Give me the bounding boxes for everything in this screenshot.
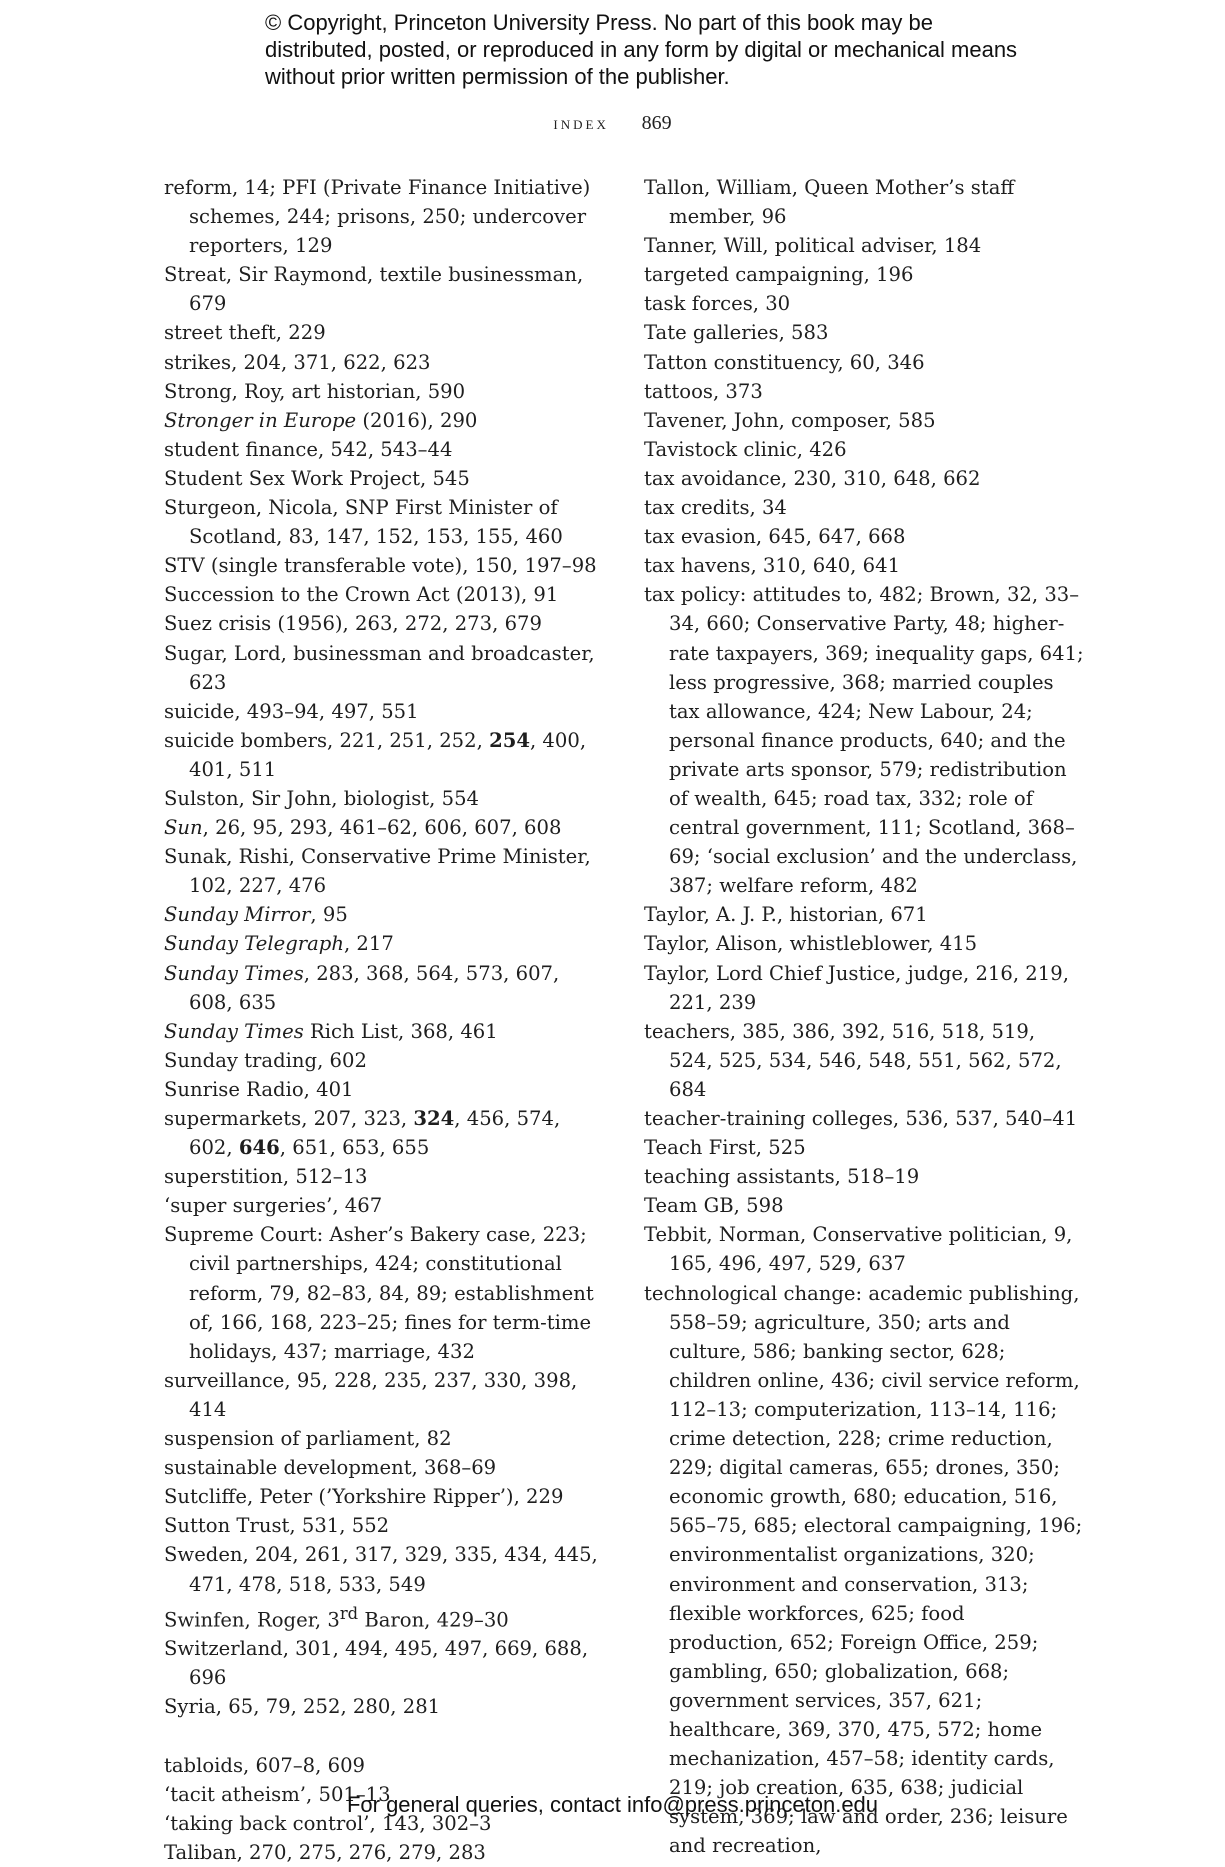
page-number: 869 <box>641 112 672 134</box>
index-entry: surveillance, 95, 228, 235, 237, 330, 398, 414 <box>164 1368 578 1421</box>
index-entry: Sunday Mirror, 95 <box>164 903 348 927</box>
index-entry: supermarkets, 207, 323, 324, 456, 574, 602, 646, 651, 653, 655 <box>164 1107 561 1160</box>
section-gap <box>164 1722 604 1751</box>
index-entry: tax policy: attitudes to, 482; Brown, 32, 33–34, 660; Conservative Party, 48; higher-rate taxpayers, 369; inequality gaps, 641; less progressive, 368; married couples tax allowance, 424; New Labour, 24; personal finance products, 640; and the private arts sponsor, 579; redistribution of wealth, 645; road tax, 332; role of central government, 111; Scotland, 368–69; ‘social exclusion’ and the underclass, 387; welfare reform, 482 <box>644 583 1084 898</box>
index-entry: tax evasion, 645, 647, 668 <box>644 525 906 549</box>
index-entry: Sunday Times Rich List, 368, 461 <box>164 1019 498 1043</box>
index-entry: Syria, 65, 79, 252, 280, 281 <box>164 1695 441 1719</box>
index-entry: tax avoidance, 230, 310, 648, 662 <box>644 466 981 490</box>
index-entry: Switzerland, 301, 494, 495, 497, 669, 688, 696 <box>164 1637 589 1690</box>
index-entry: Succession to the Crown Act (2013), 91 <box>164 583 559 607</box>
index-entry: tax credits, 34 <box>644 496 787 520</box>
index-entry: Taylor, Lord Chief Justice, judge, 216, 219, 221, 239 <box>644 961 1069 1014</box>
index-entry: Taylor, A. J. P., historian, 671 <box>644 903 928 927</box>
index-entry: teachers, 385, 386, 392, 516, 518, 519, 524, 525, 534, 546, 548, 551, 562, 572, 684 <box>644 1019 1062 1101</box>
index-column-left <box>164 173 604 1867</box>
index-entry: Tallon, William, Queen Mother’s staff member, 96 <box>644 176 1015 229</box>
index-entry: Suez crisis (1956), 263, 272, 273, 679 <box>164 612 542 636</box>
index-entry: ‘tacit atheism’, 501–13 <box>164 1782 391 1806</box>
index-entry: Teach First, 525 <box>644 1136 806 1160</box>
index-entry: Sunrise Radio, 401 <box>164 1077 354 1101</box>
index-entry: Strong, Roy, art historian, 590 <box>164 379 466 403</box>
index-entry: suicide bombers, 221, 251, 252, 254, 400, 401, 511 <box>164 728 587 781</box>
index-entry: Swinfen, Roger, 3rd Baron, 429–30 <box>164 1603 509 1632</box>
index-entry: STV (single transferable vote), 150, 197–98 <box>164 554 597 578</box>
index-entry: Sutcliffe, Peter (’Yorkshire Ripper’), 229 <box>164 1485 564 1509</box>
index-entry: Taylor, Alison, whistleblower, 415 <box>644 932 978 956</box>
index-entry: superstition, 512–13 <box>164 1165 368 1189</box>
index-entry: targeted campaigning, 196 <box>644 263 914 287</box>
index-entry: Student Sex Work Project, 545 <box>164 466 470 490</box>
index-entry: ‘taking back control’, 143, 302–3 <box>164 1811 492 1835</box>
index-entry: strikes, 204, 371, 622, 623 <box>164 350 431 374</box>
index-entry: Sunak, Rishi, Conservative Prime Minister, 102, 227, 476 <box>164 845 591 898</box>
running-head-title: index <box>553 113 609 134</box>
index-entry: Supreme Court: Asher’s Bakery case, 223; civil partnerships, 424; constitutional reform, 79, 82–83, 84, 89; establishment of, 166, 168, 223–25; fines for term-time holidays, 437; marriage, 432 <box>164 1223 594 1363</box>
index-entry: Taliban, 270, 275, 276, 279, 283 <box>164 1840 486 1864</box>
index-entry: reform, 14; PFI (Private Finance Initiative) schemes, 244; prisons, 250; undercover reporters, 129 <box>164 176 591 258</box>
index-entry: Streat, Sir Raymond, textile businessman, 679 <box>164 263 584 316</box>
footer-contact: For general queries, contact info@press.princeton.edu <box>346 1792 879 1817</box>
index-entry: teaching assistants, 518–19 <box>644 1165 920 1189</box>
index-entry: Team GB, 598 <box>644 1194 784 1218</box>
index-entry: street theft, 229 <box>164 321 326 345</box>
index-entry: Sugar, Lord, businessman and broadcaster, 623 <box>164 641 595 694</box>
index-entry: Sunday Times, 283, 368, 564, 573, 607, 608, 635 <box>164 961 560 1014</box>
index-entry: tabloids, 607–8, 609 <box>164 1753 365 1777</box>
index-entry: Sunday trading, 602 <box>164 1048 367 1072</box>
index-entry: Tanner, Will, political adviser, 184 <box>644 234 982 258</box>
index-entry: Sturgeon, Nicola, SNP First Minister of Scotland, 83, 147, 152, 153, 155, 460 <box>164 496 563 549</box>
index-entry: Sulston, Sir John, biologist, 554 <box>164 786 480 810</box>
index-entry: Sunday Telegraph, 217 <box>164 932 394 956</box>
copyright-notice: © Copyright, Princeton University Press. No part of this book may be distributed, posted, or reproduced in any form by digital or mechanical means without prior written permission of the publisher. <box>265 10 1018 89</box>
index-entry: suicide, 493–94, 497, 551 <box>164 699 419 723</box>
index-entry: Tavistock clinic, 426 <box>644 437 847 461</box>
index-entry: sustainable development, 368–69 <box>164 1456 497 1480</box>
index-entry: Tavener, John, composer, 585 <box>644 408 936 432</box>
index-entry: technological change: academic publishing, 558–59; agriculture, 350; arts and culture, 586; banking sector, 628; children online, 436; civil service reform, 112–13; computerization, 113–14, 116; crime detection, 228; crime reduction, 229; digital cameras, 655; drones, 350; economic growth, 680; education, 516, 565–75, 685; electoral campaigning, 196; environmentalist organizations, 320; environment and conservation, 313; flexible workforces, 625; food production, 652; Foreign Office, 259; gambling, 650; globalization, 668; government services, 357, 621; healthcare, 369, 370, 475, 572; home mechanization, 457–58; identity cards, 219; job creation, 635, 638; judicial system, 369; law and order, 236; leisure and recreation, <box>644 1281 1083 1858</box>
index-entry: suspension of parliament, 82 <box>164 1427 452 1451</box>
index-entry: Stronger in Europe (2016), 290 <box>164 408 478 432</box>
index-entry: Tate galleries, 583 <box>644 321 829 345</box>
index-entry: tax havens, 310, 640, 641 <box>644 554 901 578</box>
index-entry: Tatton constituency, 60, 346 <box>644 350 925 374</box>
index-entry: Tebbit, Norman, Conservative politician, 9, 165, 496, 497, 529, 637 <box>644 1223 1073 1276</box>
index-entry: tattoos, 373 <box>644 379 763 403</box>
index-entry: teacher-training colleges, 536, 537, 540–41 <box>644 1107 1078 1130</box>
running-head <box>0 112 1225 135</box>
index-entry: ‘super surgeries’, 467 <box>164 1194 383 1218</box>
index-entry: task forces, 30 <box>644 292 791 316</box>
index-entry: Sweden, 204, 261, 317, 329, 335, 434, 445, 471, 478, 518, 533, 549 <box>164 1543 598 1596</box>
index-entry: Sun, 26, 95, 293, 461–62, 606, 607, 608 <box>164 816 562 840</box>
index-entry: student finance, 542, 543–44 <box>164 437 453 461</box>
index-entry: Sutton Trust, 531, 552 <box>164 1514 390 1538</box>
index-column-right <box>644 173 1084 1860</box>
